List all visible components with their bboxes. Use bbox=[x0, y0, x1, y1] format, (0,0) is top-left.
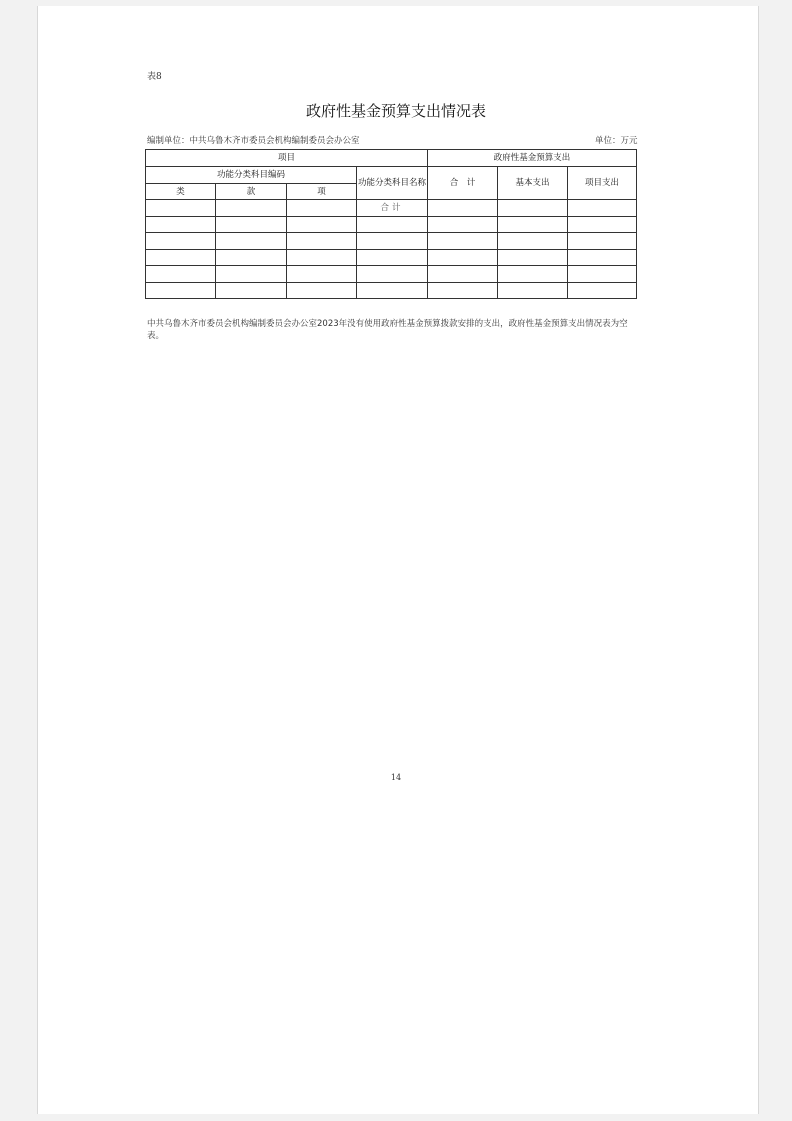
header-basic-expenditure: 基本支出 bbox=[498, 167, 568, 200]
table-row bbox=[146, 249, 637, 266]
header-total: 合 计 bbox=[428, 167, 498, 200]
header-project-expenditure: 项目支出 bbox=[568, 167, 637, 200]
table-row bbox=[146, 216, 637, 233]
fund-expenditure-table bbox=[145, 149, 637, 299]
page-number: 14 bbox=[390, 773, 402, 782]
table-number: 表8 bbox=[147, 72, 162, 82]
header-function-code: 功能分类科目编码 bbox=[146, 167, 357, 184]
page-title: 政府性基金预算支出情况表 bbox=[305, 102, 486, 120]
table-row bbox=[146, 200, 637, 217]
header-lei: 类 bbox=[146, 184, 216, 200]
compiling-unit: 编制单位：中共乌鲁木齐市委员会机构编制委员会办公室 bbox=[147, 136, 360, 146]
empty-table-note: 中共乌鲁木齐市委员会机构编制委员会办公室2023年没有使用政府性基金预算拨款安排的支出，政府性基金预算支出情况表为空表。 bbox=[147, 319, 628, 341]
table-row bbox=[146, 282, 637, 299]
header-xiang: 项 bbox=[287, 184, 357, 200]
table-row bbox=[146, 233, 637, 250]
total-row-label: 合计 bbox=[357, 200, 428, 217]
header-function-name: 功能分类科目名称 bbox=[357, 167, 428, 200]
money-unit: 单位：万元 bbox=[595, 136, 638, 146]
header-project: 项目 bbox=[146, 150, 428, 167]
table-row bbox=[146, 266, 637, 283]
header-fund-expenditure: 政府性基金预算支出 bbox=[428, 150, 637, 167]
header-kuan: 款 bbox=[216, 184, 287, 200]
